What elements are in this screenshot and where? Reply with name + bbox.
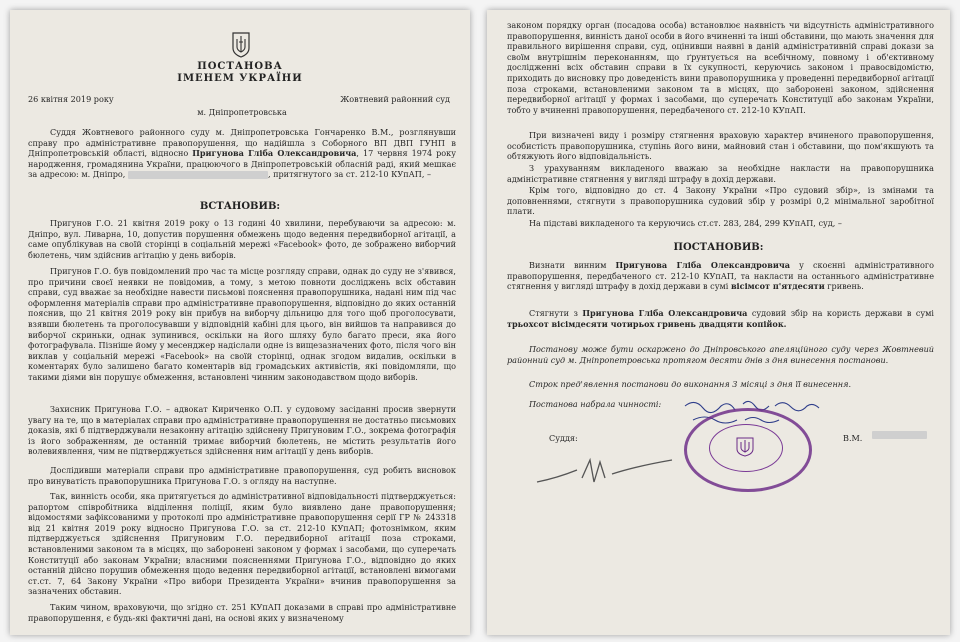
fee-text-1: Стягнути з — [529, 308, 583, 318]
penalty-considerations: При визначені виду і розміру стягнення враховую характер вчиненого правопорушення, особистість правопорушника, ступінь його вини, майновий стан і обставини, що пом'якшують та обтяжують його відповідальність. — [507, 130, 934, 162]
paragraph-6: Таким чином, враховуючи, що згідно ст. 251 КУпАП доказами в справі про адміністративне правопорушення, є будь-які фактичні дані, на основі яких у визначеному — [28, 602, 456, 623]
paragraph-5: Так, винність особи, яка притягується до адміністративної відповідальності підтверджується: рапортом співробітника відділення поліції, яким було виявлено дане правопорушення; відомостями зафіксованими у протоколі про адміністративне правопорушення серії ГР № 243318 від 21 квітня 2019 року відносно Пригунова Г.О. за ст. 212-10 КУпАП; фотознімком, яким підтверджується здійснення Пригуновим Г.О. передвиборної агітації поза строками, встановленими законом та в місцях, що заборонені законом у формах і засобами, що суперечать Конституції або законам України; власними поясненнями Пригунова Г.О., відповідно до яких останній дійсно порушив обмеження щодо ведення передвиборної агітації, встановлені вимогами ст.ст. 7, 64 Закону України «Про вибори Президента України» вчинив правопорушення за зазначених обставин. — [28, 491, 456, 597]
entry-into-force-label: Постанова набрала чинності: — [529, 399, 662, 409]
fee-amount: трьохсот вісімдесяти чотирьох гривень двадцяти копійок. — [507, 318, 787, 329]
document-subtitle: ІМЕНЕМ УКРАЇНИ — [177, 73, 303, 84]
document-page-right — [487, 10, 950, 635]
paragraph-4: Дослідивши матеріали справи про адміністративне правопорушення, суд робить висновок про винуватість правопорушника Пригунова Г.О. з огляду на наступне. — [28, 465, 456, 486]
defendant-name: Пригунова Гліба Олександровича — [192, 148, 357, 159]
court-fee-paragraph: Крім того, відповідно до ст. 4 Закону України «Про судовий збір», із змінами та доповненнями, стягнути з правопорушника судовий збір у розмірі 0,2 мінімальної заробітної плати. — [507, 185, 934, 217]
fee-defendant-name: Пригунова Гліба Олександровича — [582, 308, 748, 318]
fine-amount: вісімсот п'ятдесяти — [730, 281, 825, 292]
fee-text-2: судовий збір на користь держави в сумі — [747, 308, 934, 318]
verdict-paragraph — [507, 260, 934, 292]
verdict-text-2: у скоєнні адміністративного правопорушення, передбаченого ст. 212-10 КУпАП, та накласти на останнього адміністративне стягнення у вигляді штрафу в дохід держави в сумі — [507, 260, 934, 292]
document-date: 26 квітня 2019 року — [28, 94, 114, 104]
continuation-paragraph: законом порядку орган (посадова особа) встановлює наявність чи відсутність адміністративного правопорушення, винність даної особи в його вчиненні та інші обставини, що мають значення для правильного вирішення справи, суд, оцінивши наявні в даній адміністративній справі докази за своїм внутрішнім переконанням, що ґрунтується на всебічному, повному і об'єктивному дослідженні всіх обставин справи в їх сукупності, керуючись законом і правосвідомістю, приходить до висновку про доведеність вини правопорушника у проведенні передвиборної агітації поза строками, встановленими законом та в місцях, що заборонені законом, здійснення передвиборної агітації у формах і засобами, що суперечать Конституції або законам України, тобто у вчиненні правопорушення, передбаченого ст. 212-10 КУпАП. — [507, 20, 934, 115]
coat-of-arms-icon — [232, 32, 250, 58]
verdict-text-3: гривень. — [824, 281, 864, 292]
legal-basis: На підставі викладеного та керуючись ст.ст. 283, 284, 299 КУпАП, суд, – — [529, 218, 842, 228]
paragraph-2: Пригунов Г.О. був повідомлений про час та місце розгляду справи, однак до суду не з'явився, про причини своєї неявки не повідомив, а тому, з метою повноти досліджень всіх обставин справи, суд вважає за необхідне навести письмові пояснення правопорушника, надані ним під час оформлення матеріалів справи про адміністративне правопорушення, відповідно до яких останній пояснив, що 21 квітня 2019 року він прибув на виборчу дільницю для того щоб проголосувати, взявши бюлетень та проголосувавши у відповідній кабіні для цього, він вийшов та направився до виборчої скриньки, однак зупинився, оскільки на його шляху було багато преси, яка його фотографувала. Пізніше йому у месенджер надіслали одне із вищезазначених фото, після чого він виклав у соціальній мережі «Facebook» на своїй сторінці, однак згодом видалив, оскільки в коментарях було залишено багато коментарів від громадських активістів, які повідомляли, що такими діями він порушує обмеження, встановлені чинним законодавством щодо виборів. — [28, 266, 456, 382]
intro-text-3: , притягнутого за ст. 212-10 — [267, 169, 389, 180]
intro-text-1: Суддя Жовтневого районного суду м. Дніпропетровська Гончаренко В.М., розглянувши справу про адміністративне правопорушення, що надійшла з Соборного ВП ДВП ГУНП в Дніпропетровській області, відносно — [28, 127, 456, 159]
document-title: ПОСТАНОВА — [197, 61, 283, 72]
intro-text-2: , 17 червня 1974 року народження, громадянина України, працюючого в Дніпропетровській обласній раді, який мешкає за адресою: м. Дніпро, — [28, 148, 456, 180]
heading-established: ВСТАНОВИВ: — [199, 201, 281, 212]
verdict-defendant-name: Пригунова Гліба Олександровича — [615, 260, 790, 270]
redacted-judge-name — [872, 431, 927, 439]
intro-text-4: КУпАП, – — [391, 169, 432, 180]
judge-label: Суддя: — [549, 433, 578, 443]
court-name: Жовтневий районний суд — [340, 94, 450, 104]
penalty-decision: З урахуванням викладеного вважаю за необхідне накласти на правопорушника адміністративне стягнення у вигляді штрафу в дохід держави. — [507, 163, 934, 184]
paragraph-1: Пригунов Г.О. 21 квітня 2019 року о 13 годині 40 хвилини, перебуваючи за адресою: м. Дніпро, вул. Ливарна, 10, допустив порушення обмежень щодо ведення передвиборної агітації, а саме опублікував на своїй сторінці в соціальній мережі «Facebook» фото, де зображено виборчий бюлетень, чим здійснив агітацію у день виборів. — [28, 218, 456, 260]
city-name: м. Дніпропетровська — [197, 107, 287, 117]
document-page-left — [10, 10, 470, 635]
court-fee-order — [507, 308, 934, 329]
seal-emblem-icon — [736, 437, 754, 457]
appeal-notice: Постанову може бути оскаржено до Дніпровського апеляційного суду через Жовтневий районний суд м. Дніпропетровська протягом десяти днів з дня винесення постанови. — [507, 344, 934, 365]
intro-paragraph — [28, 127, 456, 180]
judge-initials: В.М. — [843, 433, 863, 443]
redacted-address — [128, 171, 268, 179]
paragraph-3: Захисник Пригунова Г.О. – адвокат Кириченко О.П. у судовому засіданні просив звернути увагу на те, що в матеріалах справи про адміністративне правопорушення не достатньо письмових доказів, які б підтверджували незаконну агітацію здійснену Пригуновим Г.О., зокрема фотографія із його зображенням, де останній тримає виборчий бюлетень, не містить результатів його волевиявлення, чим не підтверджується здійснення ним агітації у день виборів. — [28, 404, 456, 457]
heading-resolved: ПОСТАНОВИВ: — [673, 242, 764, 253]
judge-signature — [532, 450, 682, 490]
verdict-text-1: Визнати винним — [529, 260, 616, 270]
enforcement-term: Строк пред'явлення постанови до виконання 3 місяці з дня її винесення. — [529, 379, 852, 389]
